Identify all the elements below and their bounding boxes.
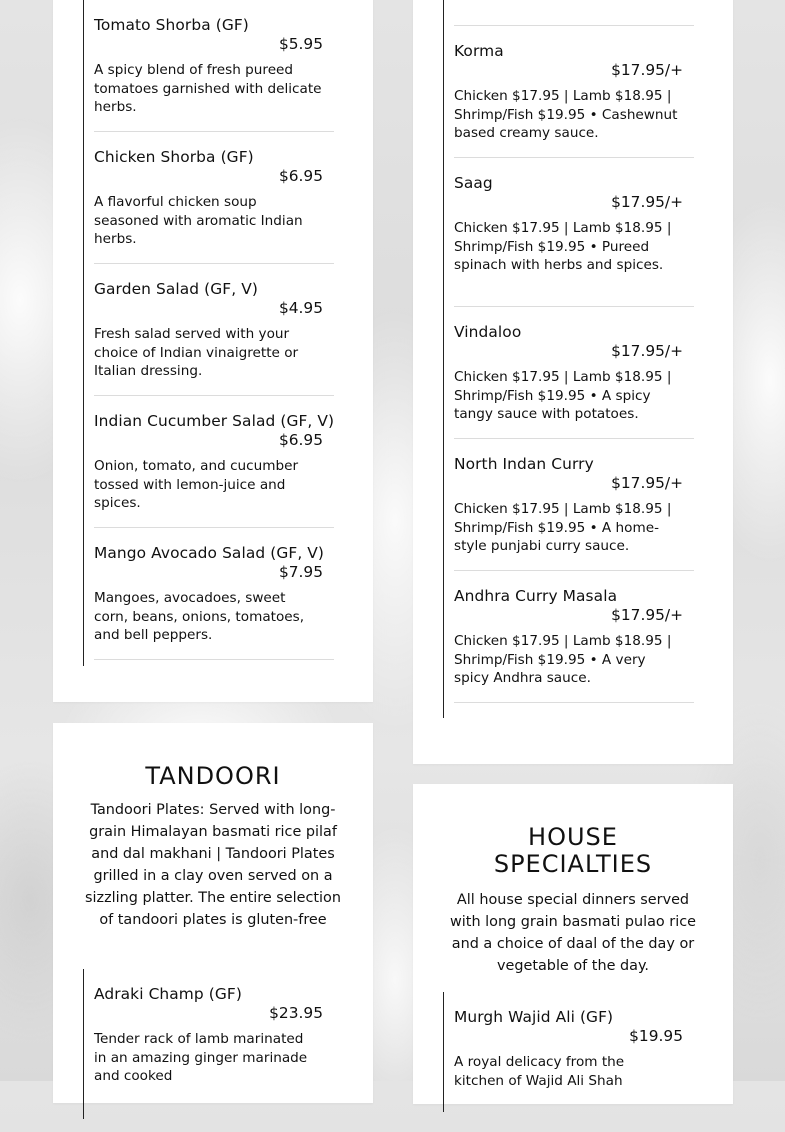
menu-item-name: Murgh Wajid Ali (GF) xyxy=(454,1008,614,1026)
curries-list xyxy=(443,0,694,718)
menu-item-name: Adraki Champ (GF) xyxy=(94,985,242,1003)
menu-item-description: A flavorful chicken soup seasoned with aromatic Indian herbs. xyxy=(94,194,303,248)
menu-item-price: $19.95 xyxy=(629,1027,683,1045)
section-description: All house special dinners served with long grain basmati pulao rice and a choice of daal of the day or vegetable of the day. xyxy=(450,892,696,974)
menu-item xyxy=(454,158,694,307)
menu-item-price: $17.95/+ xyxy=(611,342,683,360)
tandoori-list xyxy=(83,969,334,1119)
section-description: Tandoori Plates: Served with long-grain Himalayan basmati rice pilaf and dal makhani | Tandoori Plates grilled in a clay oven served on a sizzling platter. The entire selection of tandoori plates is gluten-free xyxy=(85,802,341,928)
menu-item xyxy=(94,969,334,1109)
menu-item xyxy=(94,528,334,660)
menu-item-price: $17.95/+ xyxy=(611,61,683,79)
menu-item-price: $6.95 xyxy=(278,431,323,449)
menu-item-price: $4.95 xyxy=(278,299,323,317)
curries-card xyxy=(413,0,733,764)
menu-item xyxy=(94,396,334,528)
menu-item-name: North Indan Curry xyxy=(454,455,594,473)
tandoori-card xyxy=(53,723,373,1103)
menu-item-price: $23.95 xyxy=(269,1004,323,1022)
menu-item-name: Indian Cucumber Salad (GF, V) xyxy=(94,412,335,430)
house-specialties-list xyxy=(443,992,694,1112)
menu-item-description: Chicken $17.95 | Lamb $18.95 | Shrimp/Fish $19.95 • Cashewnut based creamy sauce. xyxy=(454,88,678,142)
menu-item-price: $7.95 xyxy=(278,563,323,581)
menu-item-price: $17.95/+ xyxy=(611,606,683,624)
menu-item-description: Tender rack of lamb marinated in an amazing ginger marinade and cooked xyxy=(94,1031,308,1085)
menu-item-price: $17.95/+ xyxy=(611,193,683,211)
menu-item xyxy=(454,307,694,439)
soups-salads-card xyxy=(53,0,373,702)
menu-item-name: Vindaloo xyxy=(454,323,522,341)
menu-item-name: Korma xyxy=(454,42,504,60)
menu-item xyxy=(94,132,334,264)
menu-item xyxy=(454,992,694,1132)
menu-item-price: $6.95 xyxy=(278,167,323,185)
menu-item-name: Saag xyxy=(454,174,493,192)
menu-item-name: Tomato Shorba (GF) xyxy=(94,16,249,34)
menu-item-price: $17.95/+ xyxy=(611,474,683,492)
menu-item xyxy=(94,264,334,396)
menu-item-description: Chicken $17.95 | Lamb $18.95 | Shrimp/Fish $19.95 • A spicy tangy sauce with potatoes. xyxy=(454,369,672,423)
soups-salads-list xyxy=(83,0,334,666)
menu-item-description: Onion, tomato, and cucumber tossed with lemon-juice and spices. xyxy=(94,458,299,512)
menu-item-description: Chicken $17.95 | Lamb $18.95 | Shrimp/Fish $19.95 • Pureed spinach with herbs and spices. xyxy=(454,220,672,274)
menu-item-partial xyxy=(454,0,694,26)
menu-item xyxy=(454,571,694,703)
menu-item-name: Andhra Curry Masala xyxy=(454,587,618,605)
menu-item-description: Chicken $17.95 | Lamb $18.95 | Shrimp/Fish $19.95 • A very spicy Andhra sauce. xyxy=(454,633,672,687)
house-specialties-card xyxy=(413,784,733,1104)
menu-item-name: Mango Avocado Salad (GF, V) xyxy=(94,544,325,562)
menu-item-price: $5.95 xyxy=(278,35,323,53)
menu-item-description: Fresh salad served with your choice of Indian vinaigrette or Italian dressing. xyxy=(94,326,299,380)
menu-item-name: Garden Salad (GF, V) xyxy=(94,280,258,298)
menu-item-description: Chicken $17.95 | Lamb $18.95 | Shrimp/Fish $19.95 • A home-style punjabi curry sauce. xyxy=(454,501,672,555)
menu-item xyxy=(94,0,334,132)
menu-item-description: Mangoes, avocadoes, sweet corn, beans, onions, tomatoes, and bell peppers. xyxy=(94,590,305,644)
menu-item-description: A spicy blend of fresh pureed tomatoes garnished with delicate herbs. xyxy=(94,62,322,116)
menu-item-name: Chicken Shorba (GF) xyxy=(94,148,254,166)
section-title: HOUSE SPECIALTIES xyxy=(493,823,653,878)
section-title: TANDOORI xyxy=(145,762,281,790)
menu-item xyxy=(454,439,694,571)
menu-item xyxy=(454,26,694,158)
menu-item-description: A royal delicacy from the kitchen of Wajid Ali Shah xyxy=(454,1054,625,1089)
